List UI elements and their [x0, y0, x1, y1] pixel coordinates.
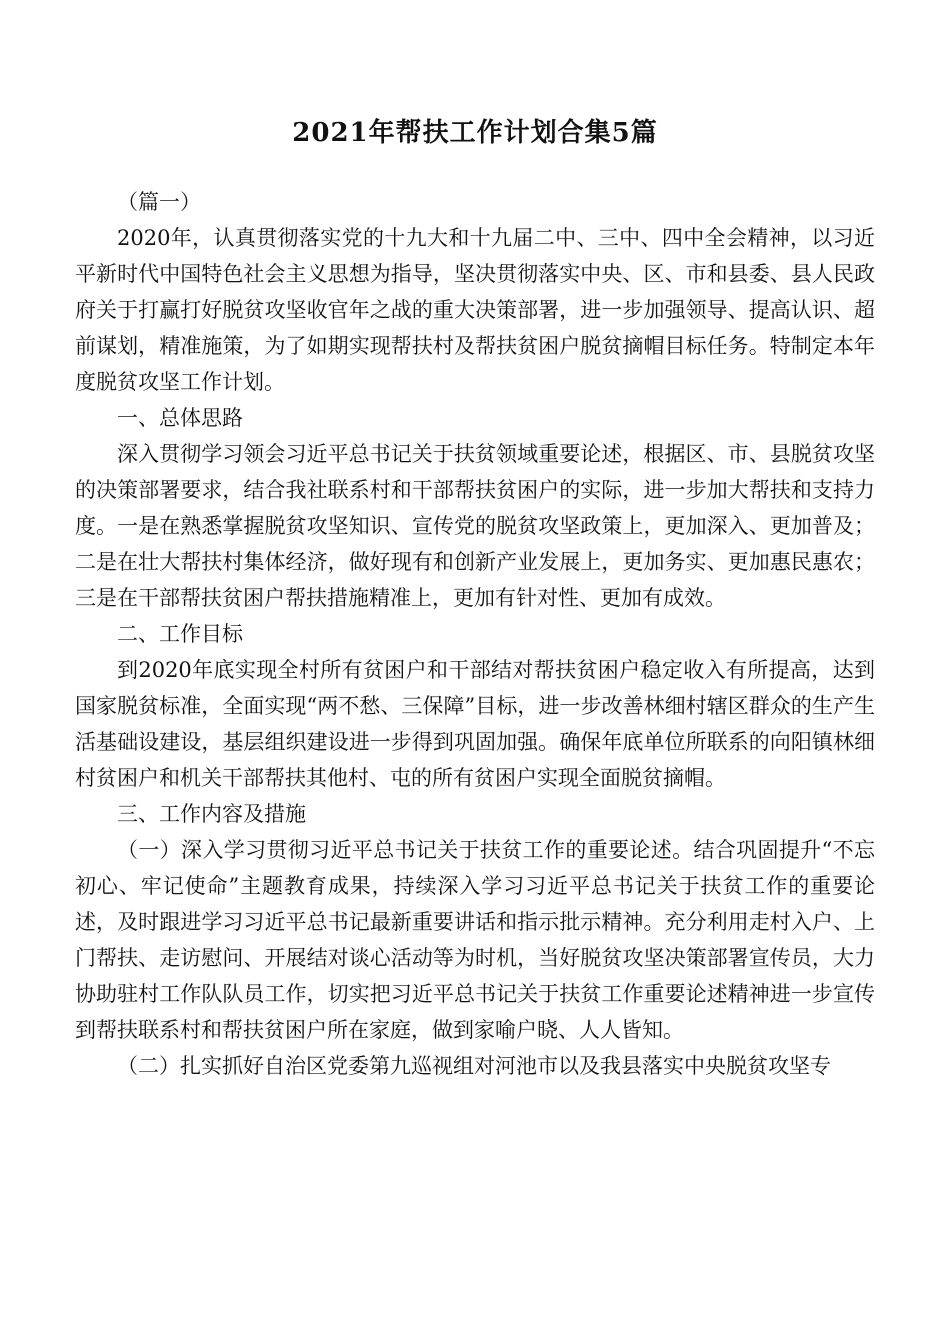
part-heading: （篇一）: [117, 190, 201, 214]
work-goals-paragraph: 到2020年底实现全村所有贫困户和干部结对帮扶贫困户稳定收入有所提高，达到国家脱贫标准，全面实现“两不愁、三保障”目标，进一步改善林细村辖区群众的生产生活基础设建设，基层组织建设进一步得到巩固加强。确保年底单位所联系的向阳镇林细村贫困户和机关干部帮扶其他村、屯的所有贫困户实现全面脱贫摘帽。: [75, 658, 875, 790]
document-body: [75, 184, 875, 1084]
section-heading-work-goals: 二、工作目标: [117, 622, 243, 646]
work-content-item-1: （一）深入学习贯彻习近平总书记关于扶贫工作的重要论述。结合巩固提升“不忘初心、牢记使命”主题教育成果，持续深入学习习近平总书记关于扶贫工作的重要论述，及时跟进学习习近平总书记最新重要讲话和指示批示精神。充分利用走村入户、上门帮扶、走访慰问、开展结对谈心活动等为时机，当好脱贫攻坚决策部署宣传员，大力协助驻村工作队队员工作，切实把习近平总书记关于扶贫工作重要论述精神进一步宣传到帮扶联系村和帮扶贫困户所在家庭，做到家喻户晓、人人皆知。: [75, 838, 875, 1042]
document-title: 2021年帮扶工作计划合集5篇: [292, 118, 658, 149]
section-heading-work-content: 三、工作内容及措施: [117, 802, 306, 826]
section-heading-overall-approach: 一、总体思路: [117, 406, 243, 430]
work-content-item-2: （二）扎实抓好自治区党委第九巡视组对河池市以及我县落实中央脱贫攻坚专: [117, 1054, 831, 1078]
overall-approach-paragraph: 深入贯彻学习领会习近平总书记关于扶贫领域重要论述，根据区、市、县脱贫攻坚的决策部署要求，结合我社联系村和干部帮扶贫困户的实际，进一步加大帮扶和支持力度。一是在熟悉掌握脱贫攻坚知识、宣传党的脱贫攻坚政策上，更加深入、更加普及；二是在壮大帮扶村集体经济，做好现有和创新产业发展上，更加务实、更加惠民惠农；三是在干部帮扶贫困户帮扶措施精准上，更加有针对性、更加有成效。: [75, 442, 875, 610]
intro-paragraph: 2020年，认真贯彻落实党的十九大和十九届二中、三中、四中全会精神，以习近平新时代中国特色社会主义思想为指导，坚决贯彻落实中央、区、市和县委、县人民政府关于打赢打好脱贫攻坚收官年之战的重大决策部署，进一步加强领导、提高认识、超前谋划，精准施策，为了如期实现帮扶村及帮扶贫困户脱贫摘帽目标任务。特制定本年度脱贫攻坚工作计划。: [75, 226, 875, 394]
